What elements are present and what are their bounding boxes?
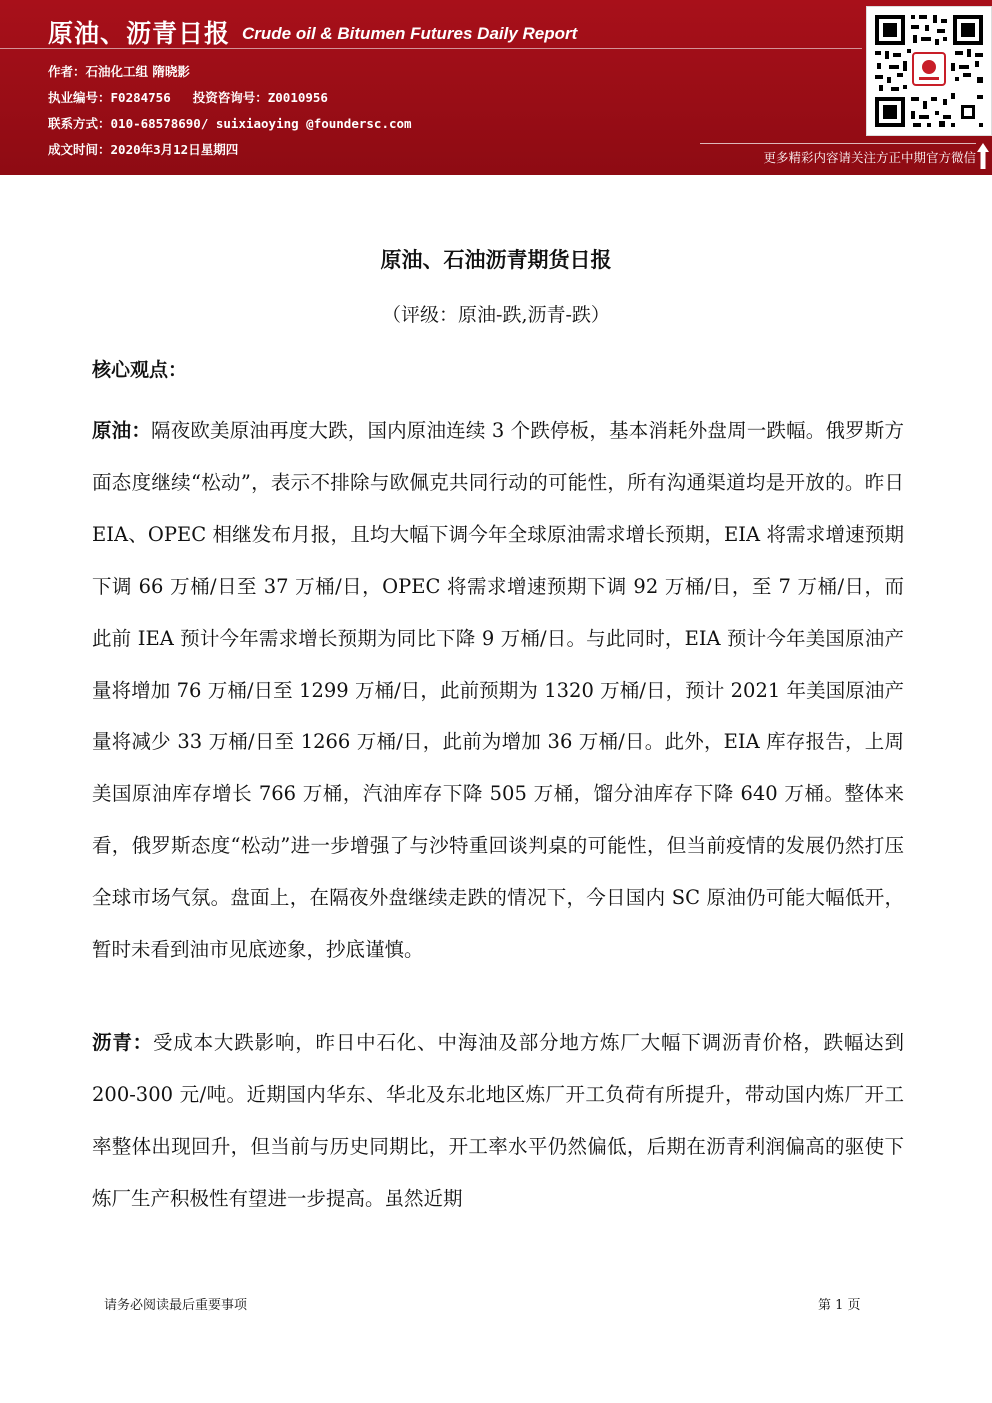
license-label: 执业编号： bbox=[48, 90, 111, 105]
contact-label: 联系方式： bbox=[48, 116, 111, 131]
bitumen-paragraph bbox=[92, 1017, 904, 1225]
crude-oil-paragraph bbox=[92, 405, 904, 976]
footer-notice: 请务必阅读最后重要事项 bbox=[104, 1298, 248, 1313]
up-arrow-icon bbox=[976, 141, 990, 171]
crude-oil-text: 隔夜欧美原油再度大跌，国内原油连续 3 个跌停板，基本消耗外盘周一跌幅。俄罗斯方面态度继续“松动”，表示不排除与欧佩克共同行动的可能性，所有沟通渠道均是开放的。昨日 EIA、OPEC 相继发布月报，且均大幅下调今年全球原油需求增长预期，EIA 将需求增速预期下调 66 万桶/日至 37 万桶/日，OPEC 将需求增速预期下调 92 万桶/日，至 7 万桶/日，而此前 IEA 预计今年需求增长预期为同比下降 9 万桶/日。与此同时，EIA 预计今年美国原油产量将增加 76 万桶/日至 1299 万桶/日，此前预期为 1320 万桶/日，预计 2021 年美国原油产量将减少 33 万桶/日至 1266 万桶/日，此前为增加 36 万桶/日。此外，EIA 库存报告，上周美国原油库存增长 766 万桶，汽油库存下降 505 万桶，馏分油库存下降 640 万桶。整体来看，俄罗斯态度“松动”进一步增强了与沙特重回谈判桌的可能性，但当前疫情的发展仍然打压全球市场气氛。盘面上，在隔夜外盘继续走跌的情况下，今日国内 SC 原油仍可能大幅低开，暂时未看到油市见底迹象，抄底谨慎。 bbox=[92, 419, 904, 962]
contact-value: 010-68578690/ suixiaoying @foundersc.com bbox=[110, 116, 412, 131]
report-title-en: Crude oil & Bitumen Futures Daily Report bbox=[242, 24, 578, 43]
crude-oil-lead: 原油： bbox=[92, 419, 152, 442]
report-header-banner bbox=[0, 0, 992, 175]
bitumen-lead: 沥青： bbox=[92, 1031, 153, 1054]
wechat-qr-code-icon bbox=[866, 6, 992, 136]
author-value: 石油化工组 隋晓影 bbox=[85, 64, 190, 79]
header-divider bbox=[0, 48, 862, 49]
date-label: 成文时间： bbox=[48, 142, 111, 157]
consult-value: Z0010956 bbox=[267, 90, 328, 105]
document-title: 原油、石油沥青期货日报 bbox=[380, 248, 612, 272]
bitumen-text: 受成本大跌影响，昨日中石化、中海油及部分地方炼厂大幅下调沥青价格，跌幅达到 200-300 元/吨。近期国内华东、华北及东北地区炼厂开工负荷有所提升，带动国内炼厂开工率整体出现回升，但当前与历史同期比，开工率水平仍然偏低，后期在沥青利润偏高的驱使下炼厂生产积极性有望进一步提高。虽然近期 bbox=[92, 1031, 904, 1210]
date-line bbox=[48, 140, 238, 158]
follow-wechat-text: 更多精彩内容请关注方正中期官方微信 bbox=[700, 143, 976, 172]
date-value: 2020年3月12日星期四 bbox=[110, 142, 239, 157]
rating-line: （评级：原油-跌,沥青-跌） bbox=[382, 304, 610, 326]
license-line bbox=[48, 88, 328, 106]
report-title-cn: 原油、沥青日报 bbox=[48, 19, 231, 48]
page-number: 第 1 页 bbox=[818, 1298, 861, 1313]
consult-label: 投资咨询号： bbox=[192, 90, 268, 105]
license-value: F0284756 bbox=[110, 90, 171, 105]
core-view-heading: 核心观点： bbox=[92, 359, 188, 381]
author-line bbox=[48, 62, 190, 80]
author-label: 作者： bbox=[48, 64, 86, 79]
contact-line bbox=[48, 114, 412, 132]
